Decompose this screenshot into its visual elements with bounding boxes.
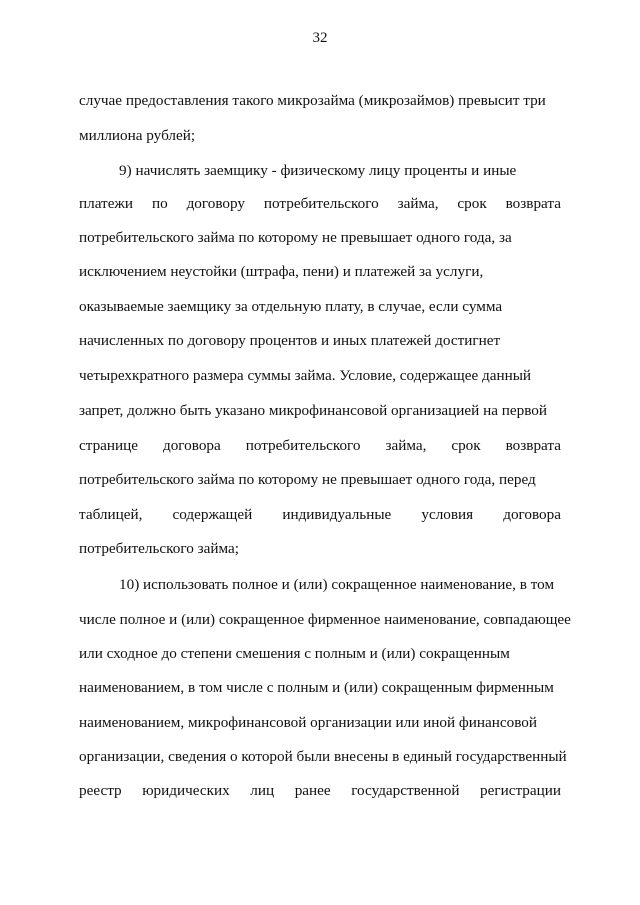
text-line: наименованием, в том числе с полным и (или) сокращенным фирменным: [79, 679, 554, 696]
word: условия: [421, 506, 474, 523]
text-line: начисленных по договору процентов и иных платежей достигнет: [79, 332, 501, 349]
text-line: наименованием, микрофинансовой организации или иной финансовой: [79, 714, 537, 731]
text-line: четырехкратного размера суммы займа. Условие, содержащее данный: [79, 367, 532, 384]
word: лиц: [250, 782, 275, 799]
word: государственной: [351, 782, 460, 799]
word: потребительского: [245, 437, 361, 454]
text-line: числе полное и (или) сокращенное фирменное наименование, совпадающее: [79, 611, 571, 628]
word: срок: [457, 195, 487, 212]
text-line: организации, сведения о которой были внесены в единый государственный: [79, 748, 567, 765]
word: возврата: [505, 195, 561, 212]
text-line: запрет, должно быть указано микрофинансовой организацией на первой: [79, 402, 548, 419]
word: договору: [186, 195, 245, 212]
word: индивидуальные: [282, 506, 392, 523]
word: возврата: [505, 437, 561, 454]
word: займа,: [385, 437, 427, 454]
text-line: потребительского займа по которому не превышает одного года, за: [79, 229, 512, 246]
text-line: [79, 194, 561, 214]
word: потребительского: [263, 195, 379, 212]
text-line: случае предоставления такого микрозайма (микрозаймов) превысит три: [79, 92, 546, 109]
text-line: 10) использовать полное и (или) сокращенное наименование, в том: [119, 576, 555, 593]
text-line: [79, 436, 561, 456]
page-number: 32: [312, 30, 328, 46]
text-line: миллиона рублей;: [79, 127, 196, 144]
word: странице: [79, 437, 139, 454]
word: содержащей: [172, 506, 253, 523]
word: займа,: [397, 195, 439, 212]
text-line: оказываемые заемщику за отдельную плату, в случае, если сумма: [79, 298, 503, 315]
text-line: 9) начислять заемщику - физическому лицу проценты и иные: [119, 162, 517, 179]
text-line: [79, 781, 561, 801]
text-line: или сходное до степени смешения с полным и (или) сокращенным: [79, 645, 510, 662]
text-line: [79, 505, 561, 525]
word: по: [151, 195, 168, 212]
word: договора: [503, 506, 561, 523]
word: ранее: [294, 782, 331, 799]
word: платежи: [79, 195, 134, 212]
text-line: исключением неустойки (штрафа, пени) и платежей за услуги,: [79, 263, 484, 280]
word: договора: [162, 437, 221, 454]
word: срок: [451, 437, 481, 454]
word: юридических: [142, 782, 230, 799]
word: таблицей,: [79, 506, 143, 523]
text-line: потребительского займа по которому не превышает одного года, перед: [79, 471, 536, 488]
word: реестр: [79, 782, 122, 799]
word: регистрации: [480, 782, 561, 799]
text-line: потребительского займа;: [79, 540, 239, 557]
